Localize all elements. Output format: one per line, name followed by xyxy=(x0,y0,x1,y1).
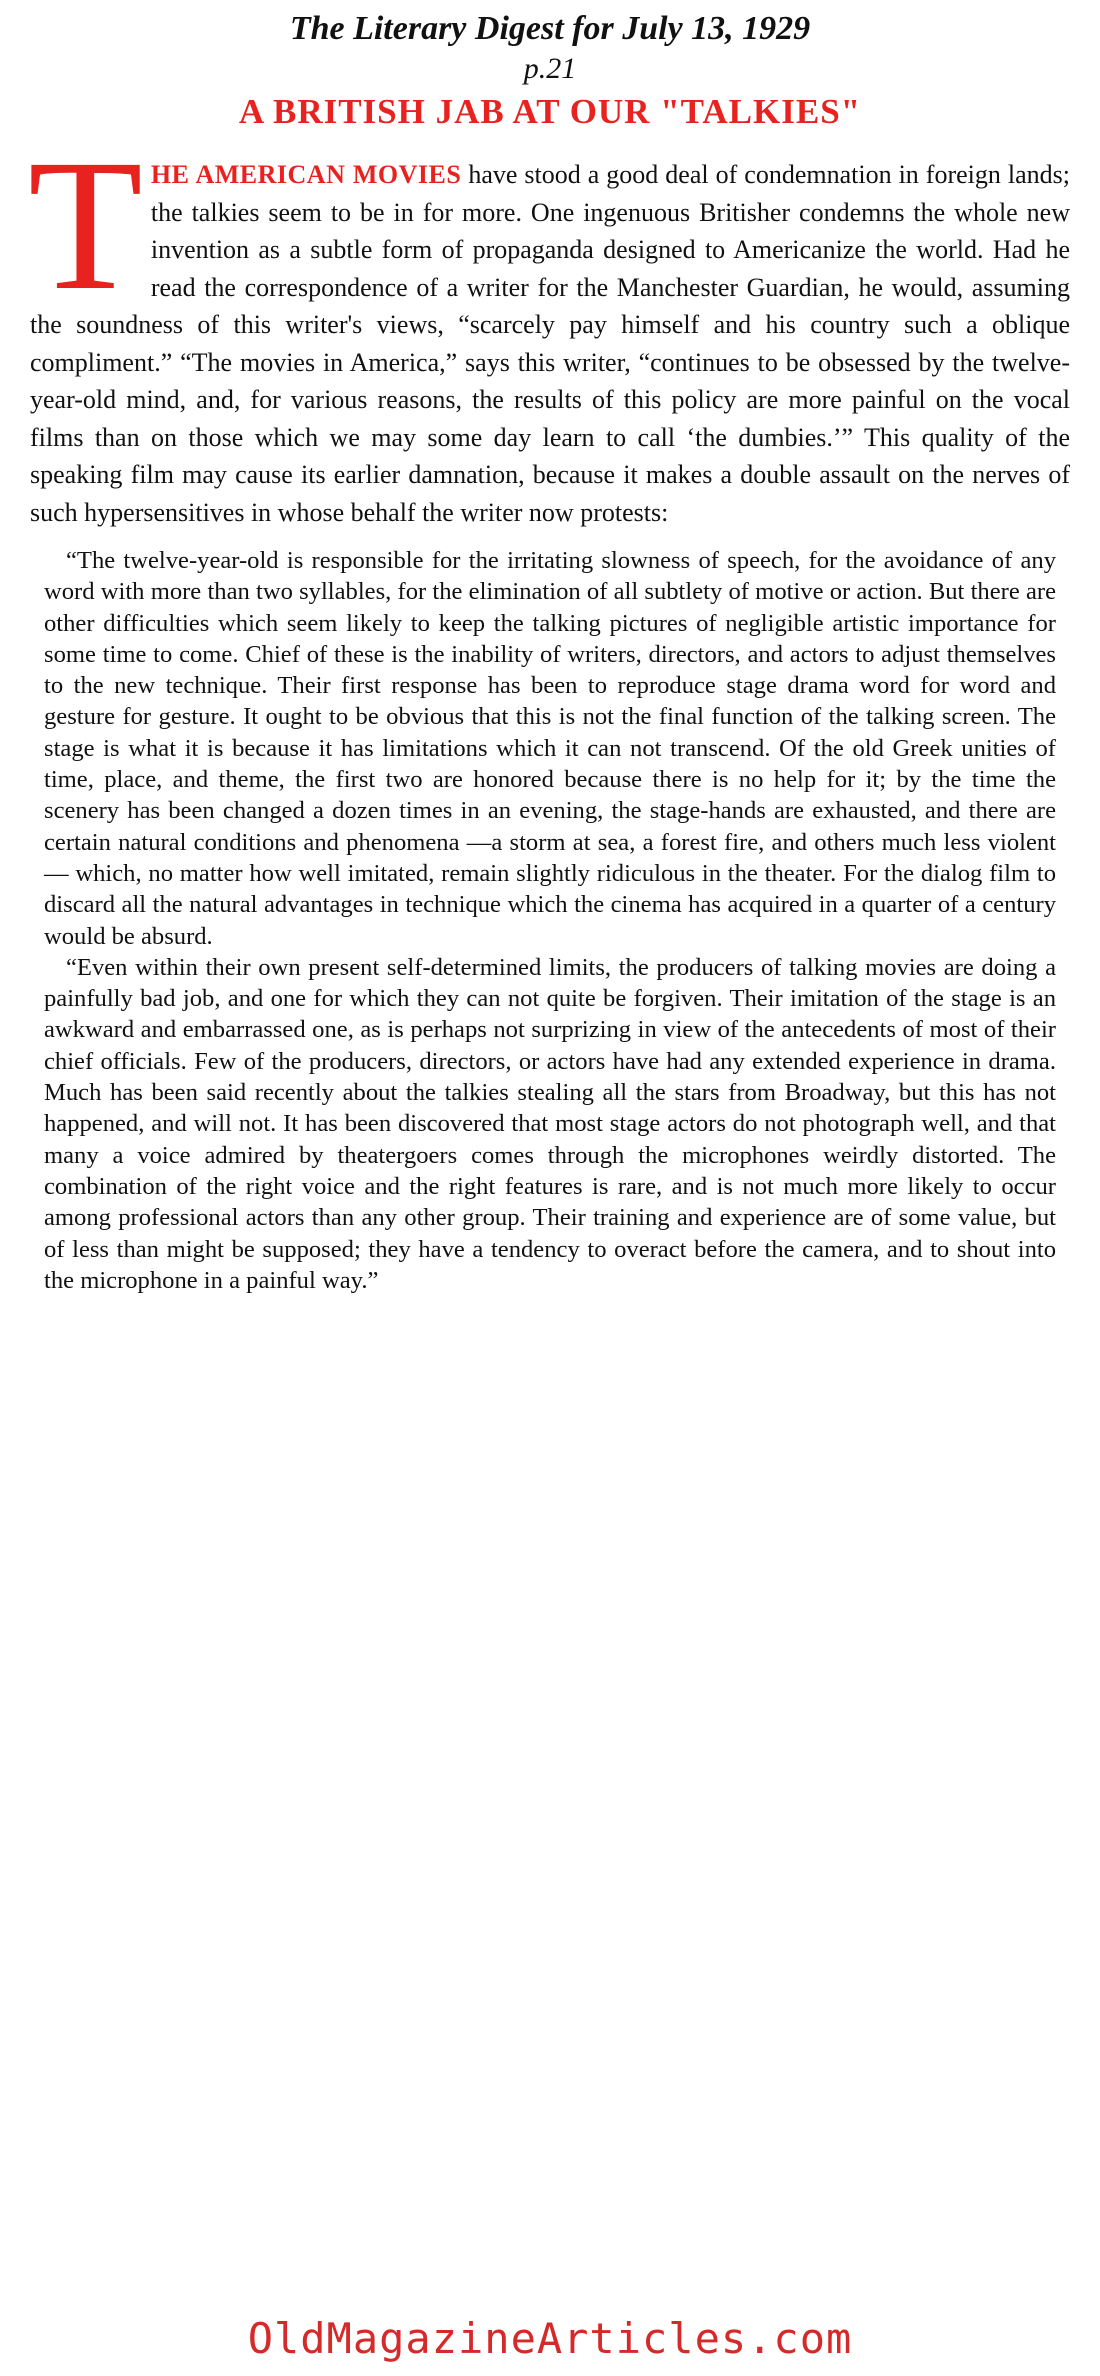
masthead-title: The Literary Digest for July 13, 1929 xyxy=(289,10,811,47)
intro-text: have stood a good deal of condemnation in foreign lands; the talkies seem to be in for more. One ingenuous Britisher condemns the whole new invention as a subtle form of propaganda designed to Americanize the world. Had he read the correspondence of a writer for the Manchester Guardian, he would, assuming the soundness of this writer's views, “scarcely pay himself and his country such a oblique compliment.” “The movies in America,” says this writer, “continues to be obsessed by the twelve-year-old mind, and, for various reasons, the results of this policy are more painful on the vocal films than on those which we may some day learn to call ‘the dumbies.’” This quality of the speaking film may cause its earlier damnation, because it makes a double assault on the nerves of such hypersensitives in whose behalf the writer now protests: xyxy=(30,160,1070,527)
page-number: p.21 xyxy=(523,52,577,85)
lead-in: HE AMERICAN MOVIES xyxy=(150,160,462,189)
footer-site-credit: OldMagazineArticles.com xyxy=(247,2314,853,2363)
drop-cap: T xyxy=(28,120,143,329)
quote-paragraph-1: “The twelve-year-old is responsible for the irritating slowness of speech, for the avoidance of any word with more than two syllables, for the elimination of all subtlety of motive or action. But there are other difficulties which seem likely to keep the talking pictures of negligible artistic importance for some time to come. Chief of these is the inability of writers, directors, and actors to adjust themselves to the new technique. Their first response has been to reproduce stage drama word for word and gesture for gesture. It ought to be obvious that this is not the final function of the talking screen. The stage is what it is because it has limitations which it can not transcend. Of the old Greek unities of time, place, and theme, the first two are honored because there is no help for it; by the time the scenery has been changed a dozen times in an evening, the stage-hands are exhausted, and there are certain natural conditions and phenomena —a storm at sea, a forest fire, and others much less violent— which, no matter how well imitated, remain slightly ridiculous in the theater. For the dialog film to discard all the natural advantages in technique which the cinema has acquired in a quarter of a century would be absurd. xyxy=(44,547,1056,950)
article-headline: A BRITISH JAB AT OUR "TALKIES" xyxy=(238,92,862,131)
intro-paragraph xyxy=(28,120,1070,531)
magazine-page xyxy=(30,8,1070,1296)
quote-paragraph-2: “Even within their own present self-determined limits, the producers of talking movies are doing a painfully bad job, and one for which they can not quite be forgiven. Their imitation of the stage is an awkward and embarrassed one, as is perhaps not surprizing in view of the antecedents of most of their chief officials. Few of the producers, directors, or actors have had any extended experience in drama. Much has been said recently about the talkies stealing all the stars from Broadway, but this has not happened, and will not. It has been discovered that most stage actors do not photograph well, and that many a voice admired by theatergoers comes through the microphones weirdly distorted. The combination of the right voice and the right features is rare, and is not much more likely to occur among professional actors than any other group. Their training and experience are of some value, but of less than might be supposed; they have a tendency to overact before the camera, and to shout into the microphone in a painful way.” xyxy=(44,953,1056,1294)
